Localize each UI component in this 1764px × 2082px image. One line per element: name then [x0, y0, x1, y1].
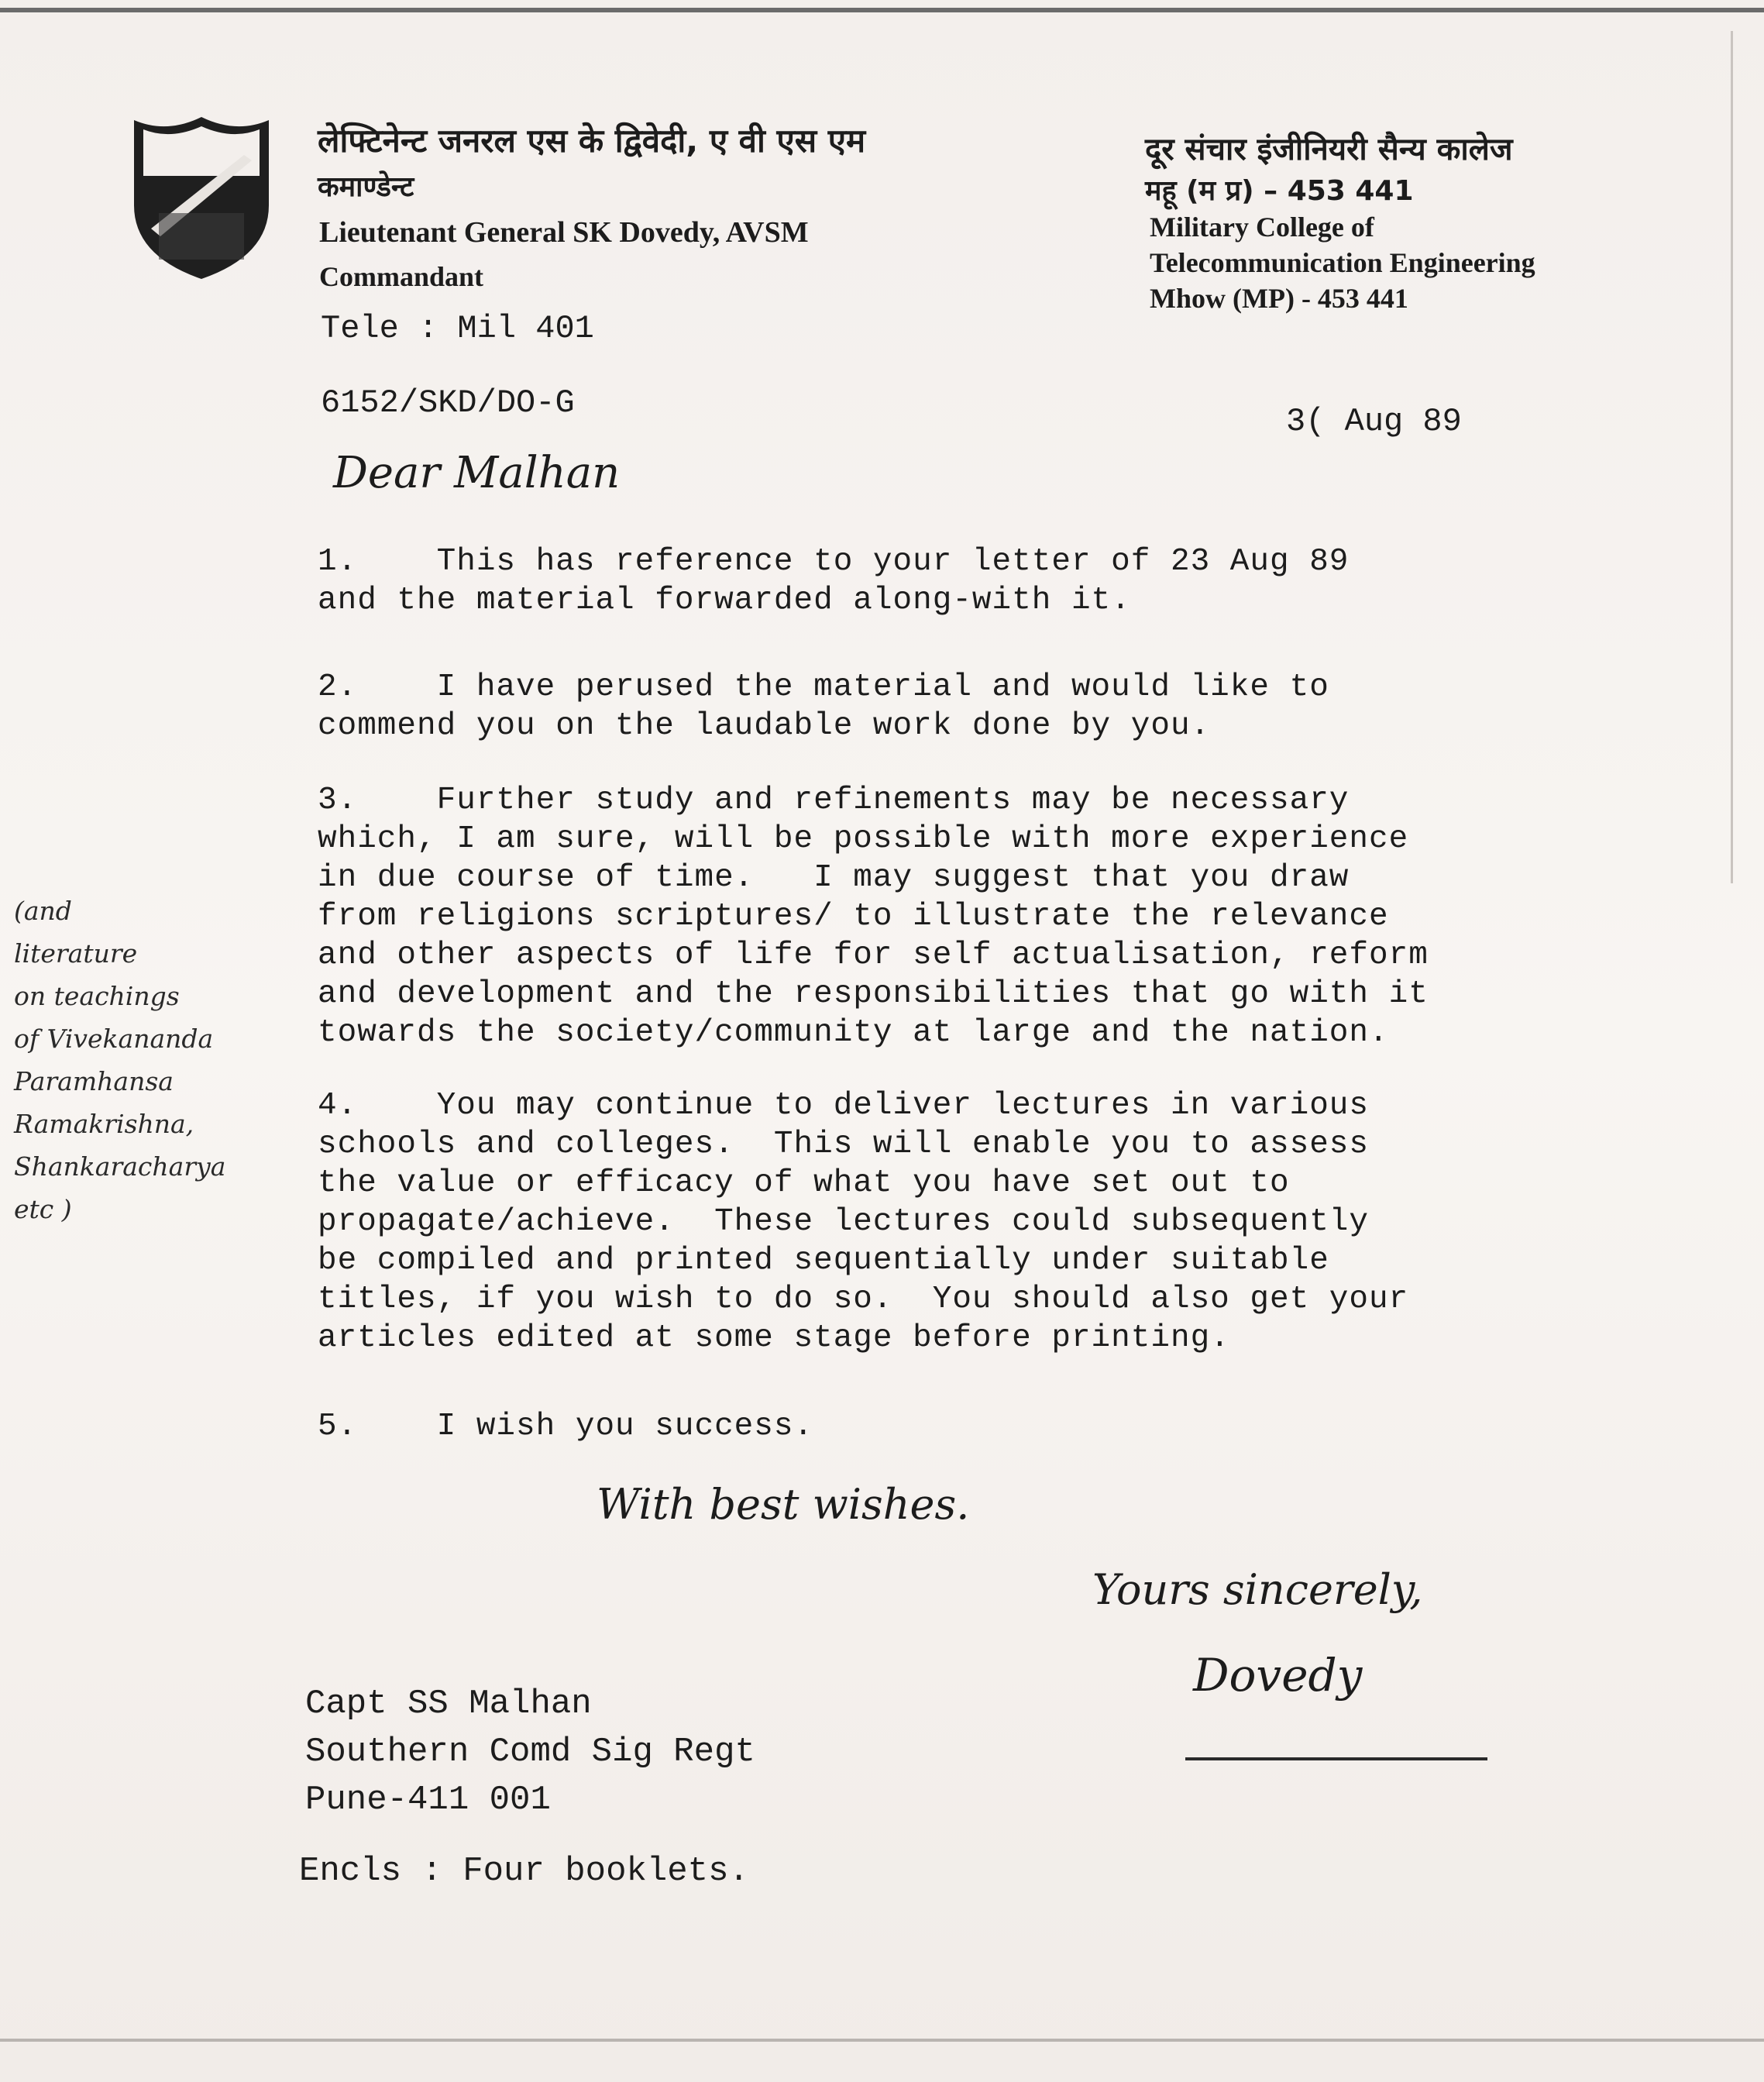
enclosures-line: Encls : Four booklets.: [299, 1852, 749, 1891]
bottom-edge-line: [0, 2039, 1764, 2042]
addressee-block: [305, 1680, 755, 1824]
paragraph-3: 3. Further study and refinements may be necessary which, I am sure, will be possible with more experience in due course of time. I may suggest that you draw from religions scriptures/ to illustrate the relevance and other aspects of life for self actualisation, reform and development and the responsibilities that go with it towards the society/community at large and the nation.: [318, 783, 1429, 1051]
telephone-line: Tele : Mil 401: [321, 310, 594, 347]
commandant-name: Lieutenant General SK Dovedy, AVSM: [319, 216, 809, 249]
college-location-hindi: महू (म प्र) – 453 441: [1145, 175, 1414, 207]
addressee-name: Capt SS Malhan: [305, 1685, 592, 1723]
signature: Dovedy: [1193, 1649, 1363, 1702]
letter-date: 3( Aug 89: [1286, 403, 1462, 440]
college-name-line-2: Telecommunication Engineering: [1150, 247, 1535, 278]
top-edge-line: [0, 8, 1764, 12]
addressee-city: Pune-411 001: [305, 1781, 551, 1819]
handwritten-margin-note: (and literature on teachings of Vivekananda Paramhansa Ramakrishna, Shankaracharya etc ): [14, 896, 226, 1224]
commandant-title: Commandant: [319, 261, 484, 292]
right-edge-line: [1731, 31, 1733, 883]
commandant-title-hindi: कमाण्डेन्ट: [318, 171, 414, 203]
paragraph-2: 2. I have perused the material and would like to commend you on the laudable work done by you.: [318, 669, 1329, 744]
paragraph-4: 4. You may continue to deliver lectures in various schools and colleges. This will enable you to assess the value or efficacy of what you have set out to propagate/achieve. These lectures could subsequently be compiled and printed sequentially under suitable titles, if you wish to do so. You should also get your articles edited at some stage before printing.: [318, 1088, 1409, 1356]
paragraph-5: 5. I wish you success.: [318, 1409, 814, 1444]
college-address: Mhow (MP) - 453 441: [1150, 283, 1408, 314]
college-name-line-1: Military College of: [1150, 212, 1374, 243]
salutation: Dear Malhan: [333, 448, 621, 498]
addressee-unit: Southern Comd Sig Regt: [305, 1733, 755, 1771]
paragraph-1: 1. This has reference to your letter of 23 Aug 89 and the material forwarded along-with it.: [318, 544, 1350, 618]
handwritten-closing: With best wishes.: [597, 1480, 970, 1529]
signature-line: [1185, 1757, 1487, 1760]
handwritten-valediction: Yours sincerely,: [1092, 1565, 1423, 1614]
reference-number: 6152/SKD/DO-G: [321, 384, 575, 422]
commandant-name-hindi: लेफ्टिनेन्ट जनरल एस के द्विवेदी, ए वी एस एम: [318, 122, 866, 160]
college-crest-icon: [128, 112, 275, 283]
college-name-hindi: दूर संचार इंजीनियरी सैन्य कालेज: [1145, 132, 1513, 167]
